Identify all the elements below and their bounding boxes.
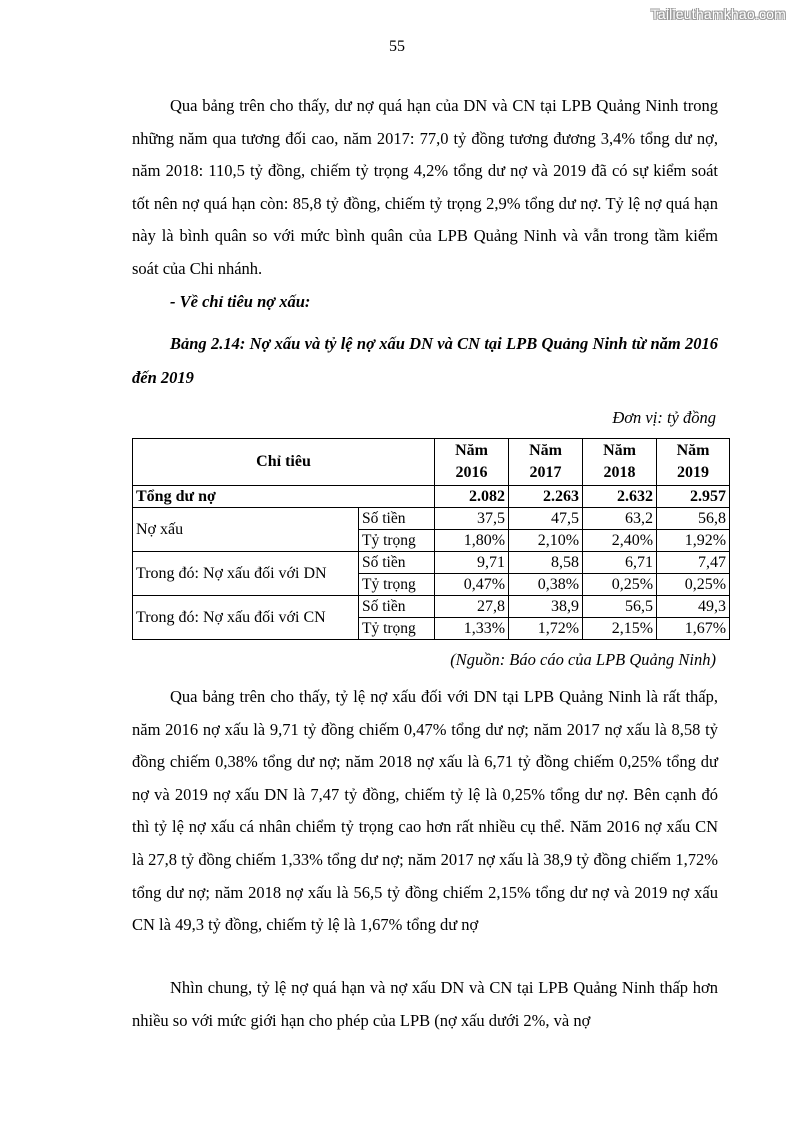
table-cell: 38,9	[509, 596, 583, 618]
table-cell: 1,33%	[435, 618, 509, 640]
table-cell: 2.957	[657, 486, 730, 508]
table-cell: 2.632	[583, 486, 657, 508]
table-source: (Nguồn: Báo cáo của LPB Quảng Ninh)	[450, 650, 716, 669]
table-row	[133, 552, 730, 574]
table-cell: 0,47%	[435, 574, 509, 596]
table-cell: 7,47	[657, 552, 730, 574]
paragraph-3: Nhìn chung, tỷ lệ nợ quá hạn và nợ xấu DN và CN tại LPB Quảng Ninh thấp hơn nhiều so với mức giới hạn cho phép của LPB (nợ xấu dưới 2%, và nợ	[132, 978, 718, 1030]
header-label: Chỉ tiêu	[133, 439, 435, 486]
table-cell: 6,71	[583, 552, 657, 574]
table-cell: 0,25%	[657, 574, 730, 596]
table-cell: 2.263	[509, 486, 583, 508]
table-cell: 2,10%	[509, 530, 583, 552]
header-year: Năm 2017	[509, 439, 583, 486]
section-heading: - Về chỉ tiêu nợ xấu:	[170, 292, 311, 311]
table-cell: 1,72%	[509, 618, 583, 640]
table-cell: 2,40%	[583, 530, 657, 552]
table-cell: 0,38%	[509, 574, 583, 596]
group-label: Trong đó: Nợ xấu đối với DN	[133, 552, 359, 596]
page-number: 55	[389, 38, 405, 55]
table-cell: 63,2	[583, 508, 657, 530]
header-year: Năm 2019	[657, 439, 730, 486]
table-cell: 8,58	[509, 552, 583, 574]
table-row	[133, 508, 730, 530]
sub-label: Số tiền	[359, 596, 435, 618]
table-cell: 27,8	[435, 596, 509, 618]
table-cell: 9,71	[435, 552, 509, 574]
table-cell: 37,5	[435, 508, 509, 530]
table-cell: 2.082	[435, 486, 509, 508]
table-cell: 1,80%	[435, 530, 509, 552]
unit-label: Đơn vị: tỷ đồng	[612, 408, 716, 427]
table-cell: 0,25%	[583, 574, 657, 596]
paragraph-1: Qua bảng trên cho thấy, dư nợ quá hạn của DN và CN tại LPB Quảng Ninh trong những năm qua tương đối cao, năm 2017: 77,0 tỷ đồng tương đương 3,4% tổng dư nợ, năm 2018: 110,5 tỷ đồng, chiếm tỷ trọng 4,2% tổng dư nợ và 2019 đã có sự kiểm soát tốt nên nợ quá hạn còn: 85,8 tỷ đồng, chiếm tỷ trọng 2,9% tổng dư nợ. Tỷ lệ nợ quá hạn này là bình quân so với mức bình quân của LPB Quảng Ninh và vẫn trong tầm kiểm soát của Chi nhánh.	[132, 96, 718, 278]
table-row-total	[133, 486, 730, 508]
table-cell: 1,92%	[657, 530, 730, 552]
sub-label: Số tiền	[359, 552, 435, 574]
table-cell: 47,5	[509, 508, 583, 530]
sub-label: Số tiền	[359, 508, 435, 530]
watermark: Tailieuthamkhao.com	[650, 6, 786, 22]
paragraph-2: Qua bảng trên cho thấy, tỷ lệ nợ xấu đối với DN tại LPB Quảng Ninh là rất thấp, năm 2016 nợ xấu là 9,71 tỷ đồng chiếm 0,47% tổng dư nợ; năm 2017 nợ xấu là 8,58 tỷ đồng chiếm 0,38% tổng dư nợ; năm 2018 nợ xấu là 6,71 tỷ đồng chiếm 0,25% tổng dư nợ và 2019 nợ xấu DN là 7,47 tỷ đồng, chiếm tỷ lệ là 0,25% tổng dư nợ. Bên cạnh đó thì tỷ lệ nợ xấu cá nhân chiểm tỷ trọng cao hơn rất nhiều cụ thể. Năm 2016 nợ xấu CN là 27,8 tỷ đồng chiếm 1,33% tổng dư nợ; năm 2017 nợ xấu là 38,9 tỷ đồng chiếm 1,72% tổng dư nợ; năm 2018 nợ xấu là 56,5 tỷ đồng chiếm 2,15% tổng dư nợ và 2019 nợ xấu CN là 49,3 tỷ đồng, chiếm tỷ lệ là 1,67% tổng dư nợ	[132, 687, 718, 935]
bad-debt-table	[132, 438, 730, 640]
sub-label: Tỷ trọng	[359, 530, 435, 552]
table-caption: Bảng 2.14: Nợ xấu và tỷ lệ nợ xấu DN và CN tại LPB Quảng Ninh từ năm 2016 đến 2019	[132, 334, 718, 387]
table-header-row	[133, 439, 730, 486]
group-label: Nợ xấu	[133, 508, 359, 552]
row-label: Tổng dư nợ	[133, 486, 435, 508]
header-year: Năm 2016	[435, 439, 509, 486]
sub-label: Tỷ trọng	[359, 574, 435, 596]
table-cell: 49,3	[657, 596, 730, 618]
group-label: Trong đó: Nợ xấu đối với CN	[133, 596, 359, 640]
table-row	[133, 596, 730, 618]
header-year: Năm 2018	[583, 439, 657, 486]
table-cell: 56,8	[657, 508, 730, 530]
table-cell: 2,15%	[583, 618, 657, 640]
sub-label: Tỷ trọng	[359, 618, 435, 640]
table-cell: 1,67%	[657, 618, 730, 640]
table-cell: 56,5	[583, 596, 657, 618]
